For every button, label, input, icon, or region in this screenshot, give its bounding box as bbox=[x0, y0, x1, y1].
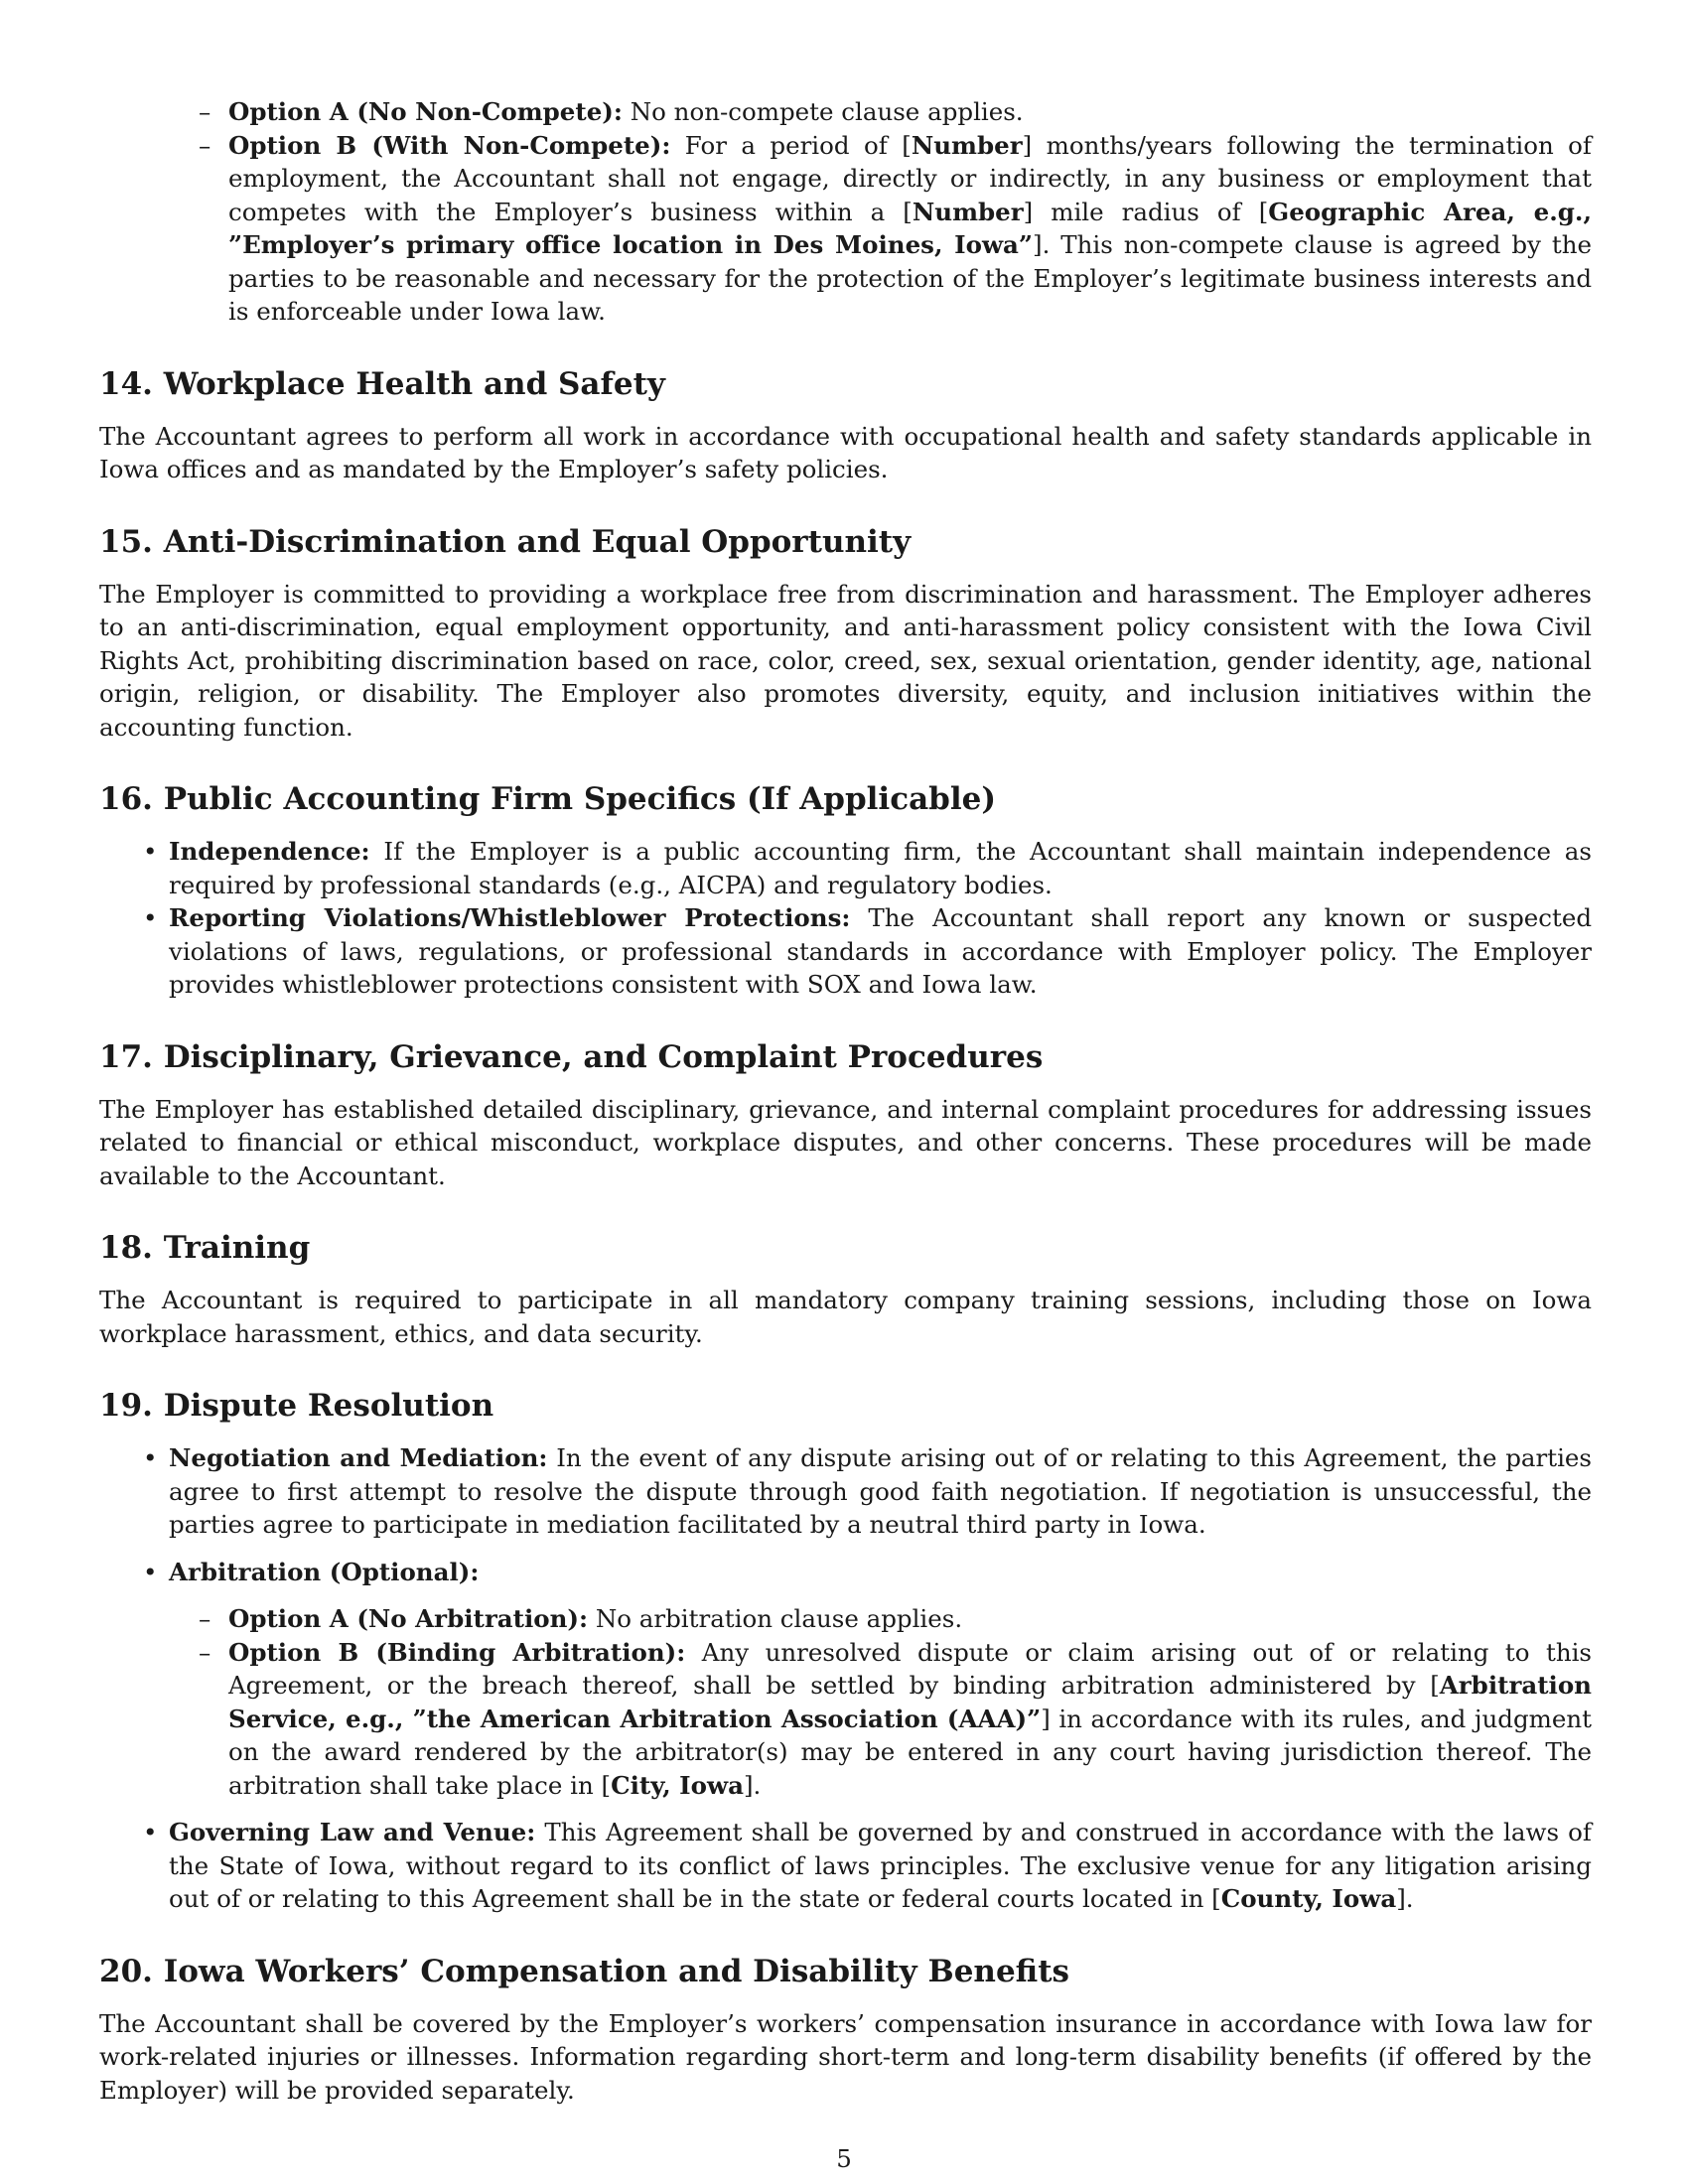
whistleblower-item: • Reporting Violations/Whistleblower Protections: The Accountant shall report any known or suspected violations of laws, regulations, or professional standards in accordance with Employer policy. The Employer provides whistleblower protections consistent with SOX and Iowa law. bbox=[169, 901, 1592, 1002]
section-20-text: The Accountant shall be covered by the Employer’s workers’ compensation insurance in accordance with Iowa law for work-related injuries or illnesses. Information regarding short-term and long-term disability benefits (if offered by the Employer) will be provided separately. bbox=[99, 2008, 1592, 2105]
section-18-text: The Accountant is required to participate in all mandatory company training sessions, including those on Iowa workplace harassment, ethics, and data security. bbox=[99, 1286, 1592, 1348]
arbitration-options bbox=[169, 1602, 1592, 1802]
section-17-title: 17. Disciplinary, Grievance, and Complaint Procedures bbox=[99, 1038, 1044, 1075]
section-15 bbox=[99, 522, 1592, 745]
section-16 bbox=[99, 779, 1592, 1002]
section-19 bbox=[99, 1386, 1592, 1916]
section-18 bbox=[99, 1228, 1592, 1350]
section-20-title: 20. Iowa Workers’ Compensation and Disability Benefits bbox=[99, 1953, 1069, 1989]
section-17-text: The Employer has established detailed disciplinary, grievance, and internal complaint procedures for addressing issues related to financial or ethical misconduct, workplace disputes, and other concerns. These procedures will be made available to the Accountant. bbox=[99, 1094, 1592, 1190]
option-a-no-non-compete: – Option A (No Non-Compete): No non-compete clause applies. bbox=[228, 95, 1592, 129]
section-19-list bbox=[99, 1441, 1592, 1916]
governing-law-item: • Governing Law and Venue: This Agreement shall be governed by and construed in accordance with the laws of the State of Iowa, without regard to its conflict of laws principles. The exclusive venue for any litigation arising out of or relating to this Agreement shall be in the state or federal courts located in [County, Iowa]. bbox=[169, 1816, 1592, 1916]
section-15-text: The Employer is committed to providing a workplace free from discrimination and harassment. The Employer adheres to an anti-discrimination, equal employment opportunity, and anti-harassment policy consistent with the Iowa Civil Rights Act, prohibiting discrimination based on race, color, creed, sex, sexual orientation, gender identity, age, national origin, religion, or disability. The Employer also promotes diversity, equity, and inclusion initiatives within the accounting function. bbox=[99, 579, 1592, 742]
document-page bbox=[99, 95, 1592, 2107]
section-20 bbox=[99, 1952, 1592, 2108]
section-19-title: 19. Dispute Resolution bbox=[99, 1388, 494, 1424]
section-14-title: 14. Workplace Health and Safety bbox=[99, 365, 665, 402]
section-16-list bbox=[99, 835, 1592, 1002]
section-14 bbox=[99, 364, 1592, 486]
section-14-text: The Accountant agrees to perform all work in accordance with occupational health and safety standards applicable in Iowa offices and as mandated by the Employer’s safety policies. bbox=[99, 421, 1592, 483]
non-compete-options bbox=[99, 95, 1592, 329]
independence-item: • Independence: If the Employer is a public accounting firm, the Accountant shall maintain independence as required by professional standards (e.g., AICPA) and regulatory bodies. bbox=[169, 835, 1592, 901]
section-16-title: 16. Public Accounting Firm Specifics (If Applicable) bbox=[99, 781, 996, 817]
arbitration-item: • Arbitration (Optional): – Option A (No Arbitration): No arbitration clause applies. – Option B (Binding Arbitration): Any unresolved dispute or claim arising out of or relating to this Agreement, or the breach thereof, shall be settled by binding arbitration administered by [Arbitration Service, e.g., ”the American Arbitration Association (AAA)”] in accordance with its rules, and judgment on the award rendered by the arbitrator(s) may be entered in any court having jurisdiction thereof. The arbitration shall take place in [City, Iowa]. bbox=[169, 1556, 1592, 1803]
option-b-with-non-compete: – Option B (With Non-Compete): For a period of [Number] months/years following the termination of employment, the Accountant shall not engage, directly or indirectly, in any business or employment that competes with the Employer’s business within a [Number] mile radius of [Geographic Area, e.g., ”Employer’s primary office location in Des Moines, Iowa”]. This non-compete clause is agreed by the parties to be reasonable and necessary for the protection of the Employer’s legitimate business interests and is enforceable under Iowa law. bbox=[228, 129, 1592, 329]
section-18-title: 18. Training bbox=[99, 1230, 311, 1266]
arbitration-option-a: – Option A (No Arbitration): No arbitration clause applies. bbox=[228, 1602, 1592, 1636]
arbitration-option-b: – Option B (Binding Arbitration): Any unresolved dispute or claim arising out of or relating to this Agreement, or the breach thereof, shall be settled by binding arbitration administered by [Arbitration Service, e.g., ”the American Arbitration Association (AAA)”] in accordance with its rules, and judgment on the award rendered by the arbitrator(s) may be entered in any court having jurisdiction thereof. The arbitration shall take place in [City, Iowa]. bbox=[228, 1636, 1592, 1803]
page-number: 5 bbox=[836, 2144, 852, 2173]
section-17 bbox=[99, 1037, 1592, 1193]
negotiation-item: • Negotiation and Mediation: In the event of any dispute arising out of or relating to this Agreement, the parties agree to first attempt to resolve the dispute through good faith negotiation. If negotiation is unsuccessful, the parties agree to participate in mediation facilitated by a neutral third party in Iowa. bbox=[169, 1441, 1592, 1542]
section-15-title: 15. Anti-Discrimination and Equal Opportunity bbox=[99, 523, 912, 560]
